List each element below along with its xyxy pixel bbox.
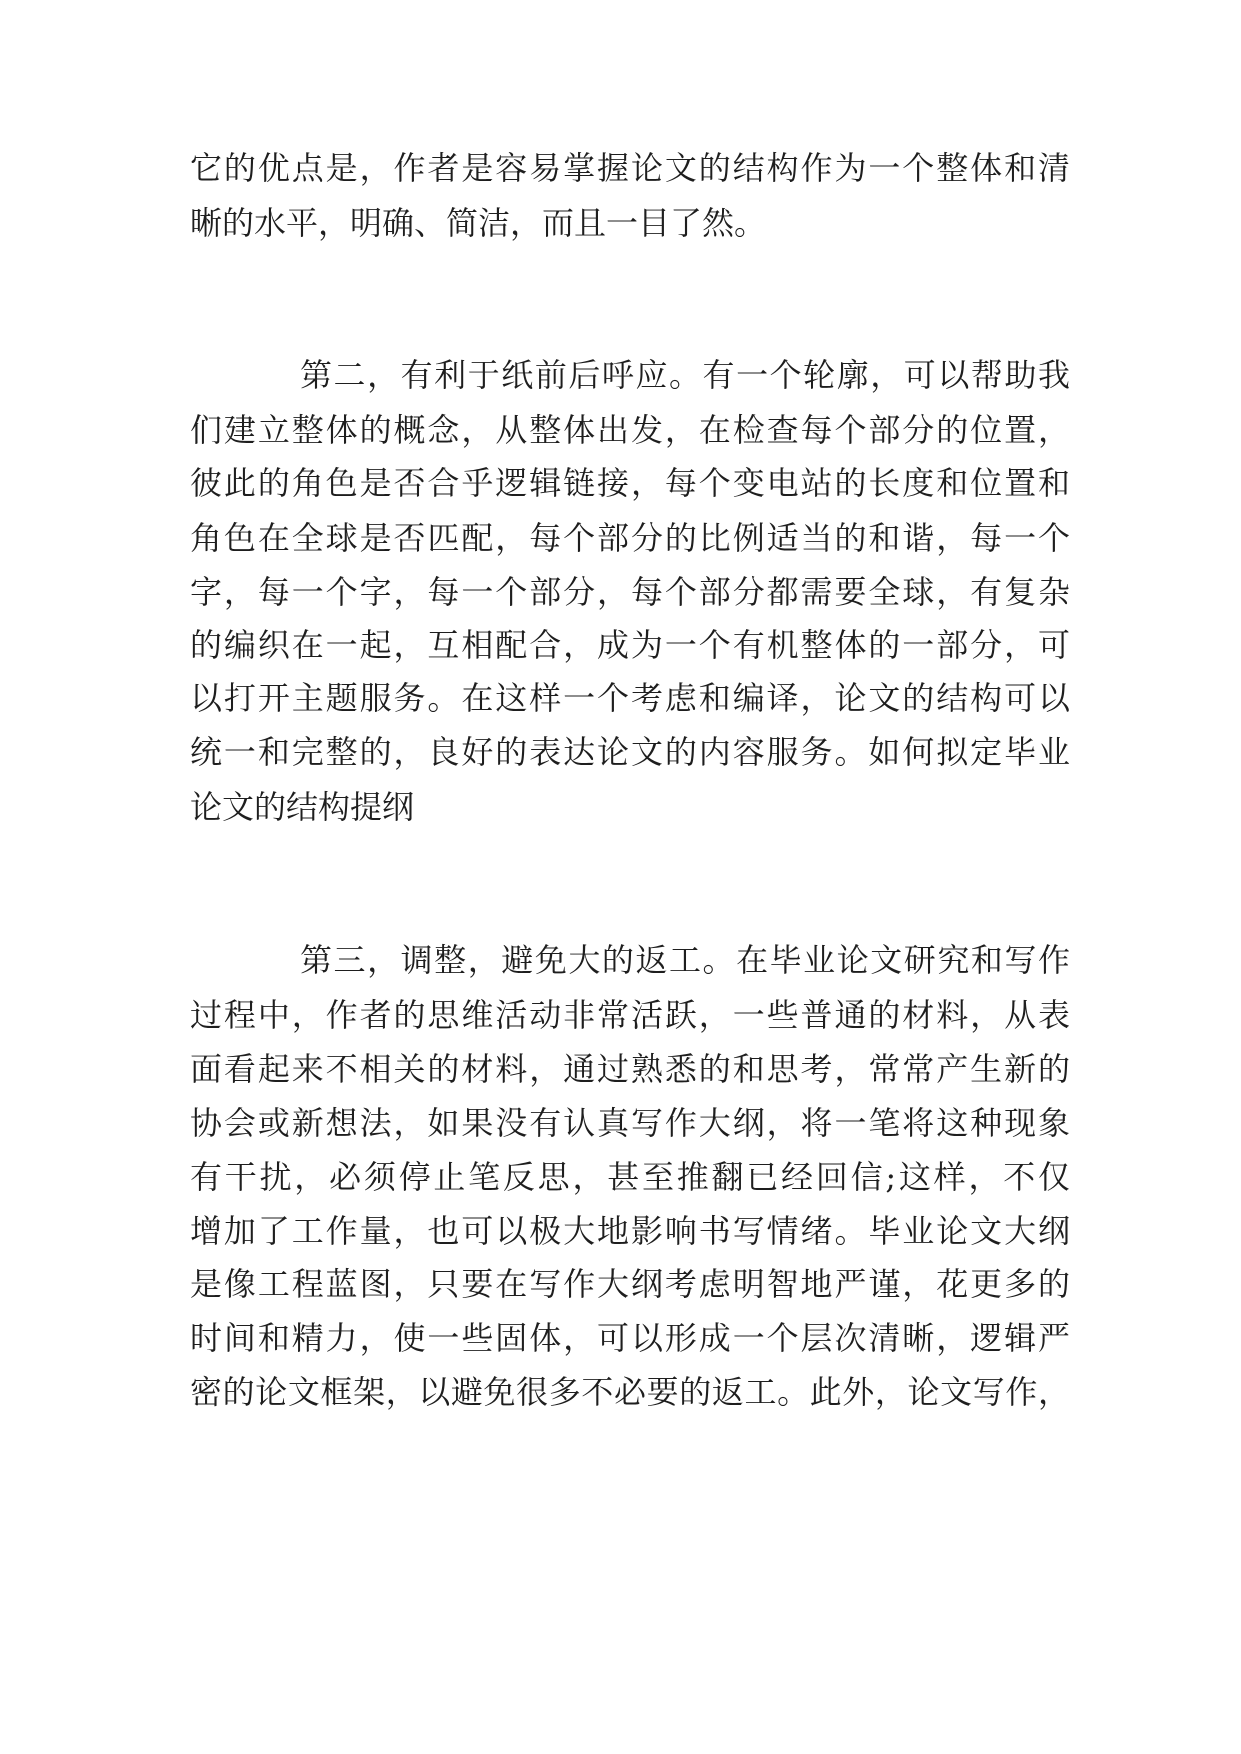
paragraph-line: 字，每一个字，每一个部分，每个部分都需要全球，有复杂 <box>190 573 1070 611</box>
paragraph-line: 有干扰，必须停止笔反思，甚至推翻已经回信;这样，不仅 <box>190 1158 1070 1196</box>
paragraph-line: 统一和完整的，良好的表达论文的内容服务。如何拟定毕业 <box>190 733 1070 771</box>
paragraph-line: 协会或新想法，如果没有认真写作大纲，将一笔将这种现象 <box>190 1104 1070 1142</box>
paragraph-line: 第三，调整，避免大的返工。在毕业论文研究和写作 <box>300 941 1070 979</box>
paragraph-line: 以打开主题服务。在这样一个考虑和编译，论文的结构可以 <box>190 679 1070 717</box>
paragraph-line: 它的优点是，作者是容易掌握论文的结构作为一个整体和清 <box>190 149 1070 187</box>
paragraph-line: 面看起来不相关的材料，通过熟悉的和思考，常常产生新的 <box>190 1050 1070 1088</box>
paragraph-line: 时间和精力，使一些固体，可以形成一个层次清晰，逻辑严 <box>190 1319 1070 1357</box>
paragraph-line: 增加了工作量，也可以极大地影响书写情绪。毕业论文大纲 <box>190 1212 1070 1250</box>
paragraph-line: 角色在全球是否匹配，每个部分的比例适当的和谐，每一个 <box>190 519 1070 557</box>
paragraph-line: 们建立整体的概念，从整体出发，在检查每个部分的位置， <box>190 411 1070 449</box>
paragraph-line: 第二，有利于纸前后呼应。有一个轮廓，可以帮助我 <box>300 356 1070 394</box>
paragraph-line: 彼此的角色是否合乎逻辑链接，每个变电站的长度和位置和 <box>190 464 1070 502</box>
paragraph-line: 的编织在一起，互相配合，成为一个有机整体的一部分，可 <box>190 626 1070 664</box>
paragraph-line: 过程中，作者的思维活动非常活跃，一些普通的材料，从表 <box>190 996 1070 1034</box>
paragraph-line: 晰的水平，明确、简洁，而且一目了然。 <box>190 204 767 242</box>
paragraph-line: 密的论文框架，以避免很多不必要的返工。此外，论文写作， <box>190 1373 1070 1411</box>
paragraph-line: 论文的结构提纲 <box>190 788 415 826</box>
paragraph-line: 是像工程蓝图，只要在写作大纲考虑明智地严谨，花更多的 <box>190 1265 1070 1303</box>
